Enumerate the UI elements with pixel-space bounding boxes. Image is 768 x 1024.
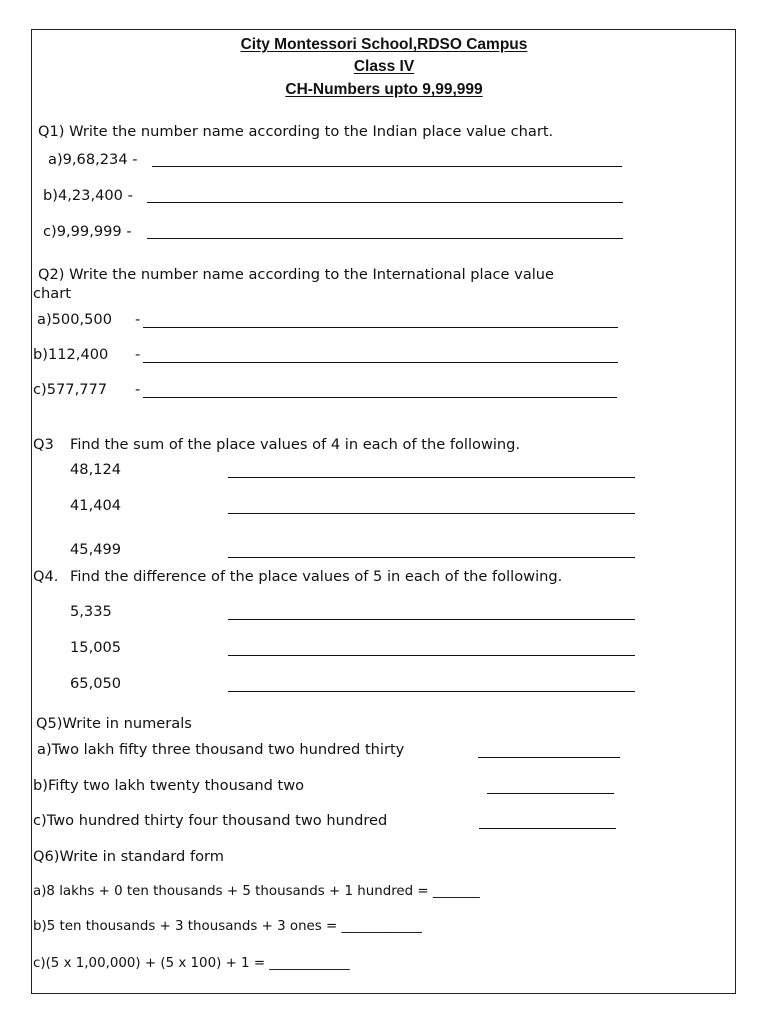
q2-question-cont: chart: [33, 285, 71, 302]
q2-answer-line-c[interactable]: [143, 397, 617, 398]
q2-question: Q2) Write the number name according to the International place value: [38, 266, 555, 283]
q3-item-3: 45,499: [70, 541, 122, 558]
q2-dash-c: -: [135, 381, 141, 398]
q4-item-2: 15,005: [70, 639, 122, 656]
school-name: City Montessori School,RDSO Campus: [240, 36, 528, 53]
q6-item-b: b)5 ten thousands + 3 thousands + 3 ones = ____________: [33, 919, 422, 934]
q2-answer-line-a[interactable]: [143, 327, 618, 328]
q4-item-1: 5,335: [70, 603, 112, 620]
q1-answer-line-c[interactable]: [147, 238, 623, 239]
q3-item-2: 41,404: [70, 497, 122, 514]
q2-answer-line-b[interactable]: [143, 362, 618, 363]
chapter-title: CH-Numbers upto 9,99,999: [285, 81, 483, 98]
q3-answer-line-1[interactable]: [228, 477, 635, 478]
q3-question: Find the sum of the place values of 4 in each of the following.: [70, 436, 521, 453]
q2-item-a: a)500,500: [37, 311, 112, 328]
q6-item-c: c)(5 x 1,00,000) + (5 x 100) + 1 = ____________: [33, 956, 350, 971]
q5-answer-line-c[interactable]: [479, 828, 616, 829]
q2-dash-b: -: [135, 346, 141, 363]
q3-answer-line-3[interactable]: [228, 557, 635, 558]
q1-item-b: b)4,23,400 -: [43, 187, 133, 204]
q3-item-1: 48,124: [70, 461, 122, 478]
q4-answer-line-2[interactable]: [228, 655, 635, 656]
q6-item-a: a)8 lakhs + 0 ten thousands + 5 thousands + 1 hundred = _______: [33, 884, 480, 899]
q3-number: Q3: [33, 436, 54, 453]
q1-answer-line-a[interactable]: [152, 166, 622, 167]
q5-item-a: a)Two lakh fifty three thousand two hundred thirty: [37, 741, 405, 758]
class-title: Class IV: [353, 58, 415, 75]
q2-item-c: c)577,777: [33, 381, 108, 398]
q1-answer-line-b[interactable]: [147, 202, 623, 203]
q1-item-c: c)9,99,999 -: [43, 223, 132, 240]
q4-number: Q4.: [33, 568, 59, 585]
q2-item-b: b)112,400: [33, 346, 109, 363]
q5-answer-line-a[interactable]: [478, 757, 620, 758]
q3-answer-line-2[interactable]: [228, 513, 635, 514]
q5-item-c: c)Two hundred thirty four thousand two hundred: [33, 812, 388, 829]
q4-item-3: 65,050: [70, 675, 122, 692]
q5-item-b: b)Fifty two lakh twenty thousand two: [33, 777, 305, 794]
q2-dash-a: -: [135, 311, 141, 328]
q4-answer-line-3[interactable]: [228, 691, 635, 692]
q5-question: Q5)Write in numerals: [36, 715, 192, 732]
q4-answer-line-1[interactable]: [228, 619, 635, 620]
q1-question: Q1) Write the number name according to the Indian place value chart.: [38, 123, 554, 140]
q5-answer-line-b[interactable]: [487, 793, 614, 794]
q1-item-a: a)9,68,234 -: [48, 151, 138, 168]
q4-question: Find the difference of the place values of 5 in each of the following.: [70, 568, 563, 585]
q6-question: Q6)Write in standard form: [33, 848, 224, 865]
